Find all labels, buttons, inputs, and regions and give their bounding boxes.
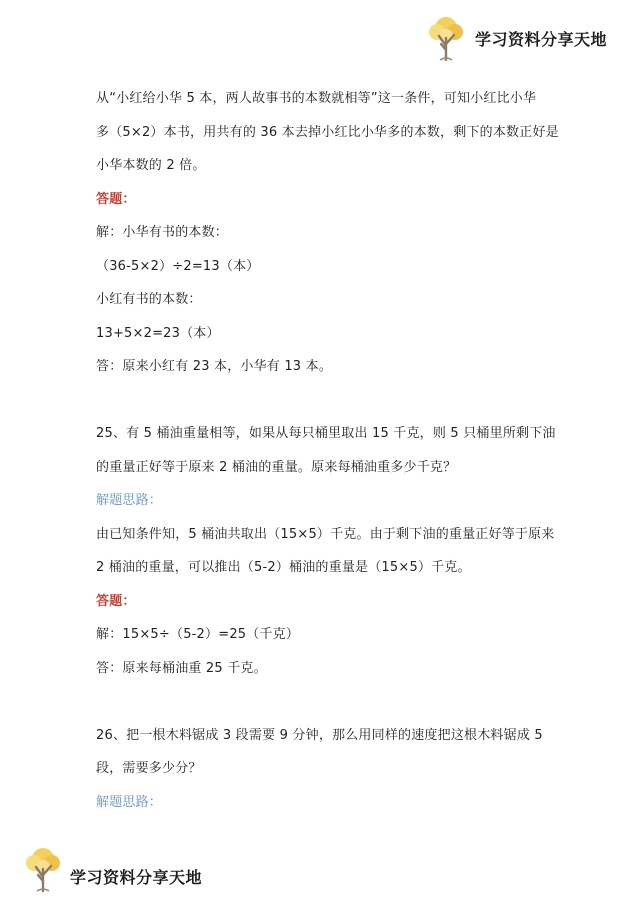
text-line: 多（5×2）本书，用共有的 36 本去掉小红比小华多的本数，剩下的本数正好是 bbox=[96, 124, 559, 140]
text-line: 13+5×2=23（本） bbox=[96, 325, 220, 341]
text-line: （36-5×2）÷2=13（本） bbox=[96, 258, 260, 274]
text-line: 答：原来小红有 23 本，小华有 13 本。 bbox=[96, 359, 333, 374]
text-line: 解：小华有书的本数： bbox=[96, 225, 229, 240]
text-line: 答：原来每桶油重 25 千克。 bbox=[96, 660, 267, 676]
question-line: 26、把一根木料锯成 3 段需要 9 分钟，那么用同样的速度把这根木料锯成 5 bbox=[96, 727, 543, 743]
hint-heading: 解题思路： bbox=[96, 794, 163, 810]
question-line: 25、有 5 桶油重量相等，如果从每只桶里取出 15 千克，则 5 只桶里所剩下油 bbox=[96, 426, 556, 441]
text-line: 2 桶油的重量，可以推出（5-2）桶油的重量是（15×5）千克。 bbox=[96, 560, 471, 575]
text-line: 由已知条件知，5 桶油共取出（15×5）千克。由于剩下油的重量正好等于原来 bbox=[96, 526, 555, 542]
text-line: 解：15×5÷（5-2）=25（千克） bbox=[96, 627, 300, 642]
question-line: 的重量正好等于原来 2 桶油的重量。原来每桶油重多少千克？ bbox=[96, 459, 457, 475]
question-line: 段，需要多少分？ bbox=[96, 761, 202, 776]
document-body bbox=[96, 82, 559, 819]
text-line: 小华本数的 2 倍。 bbox=[96, 158, 206, 173]
tree-logo-icon bbox=[425, 14, 467, 62]
answer-heading: 答题： bbox=[96, 593, 136, 609]
brand-name: 学习资料分享天地 bbox=[475, 29, 608, 49]
spacer bbox=[96, 685, 556, 719]
tree-logo-icon bbox=[22, 845, 64, 893]
answer-heading: 答题： bbox=[96, 191, 136, 207]
header-brand bbox=[425, 14, 607, 62]
footer-brand bbox=[22, 845, 202, 893]
text-line: 从“小红给小华 5 本，两人故事书的本数就相等”这一条件，可知小红比小华 bbox=[96, 91, 537, 106]
spacer bbox=[96, 384, 556, 418]
brand-name: 学习资料分享天地 bbox=[70, 867, 203, 887]
text-line: 小红有书的本数： bbox=[96, 292, 202, 307]
hint-heading: 解题思路： bbox=[96, 493, 163, 508]
